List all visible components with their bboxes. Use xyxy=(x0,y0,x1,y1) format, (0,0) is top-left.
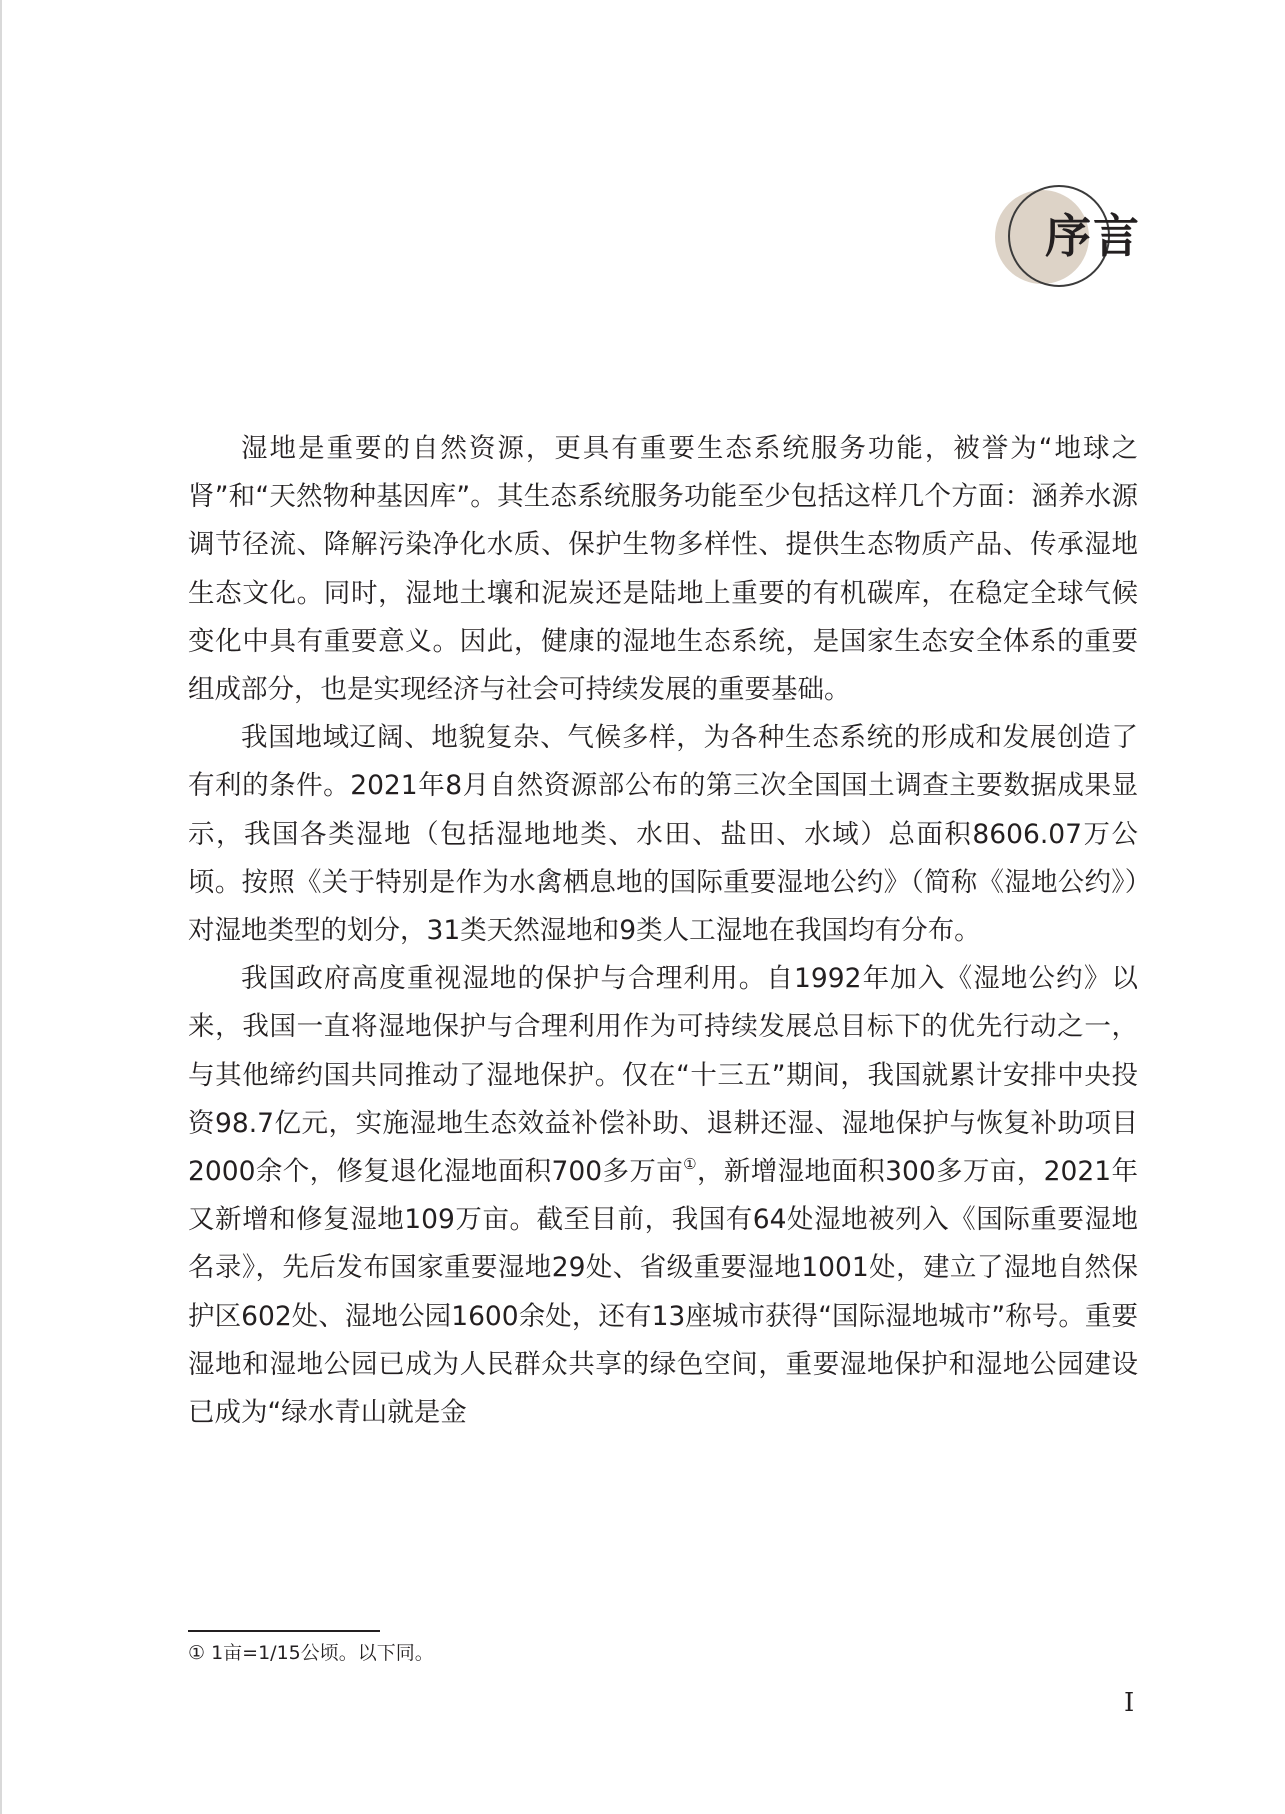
page-number: I xyxy=(1124,1688,1135,1718)
paragraph-3-text-before-note: 我国政府高度重视湿地的保护与合理利用。自1992年加入《湿地公约》以来，我国一直将湿地保护与合理利用作为可持续发展总目标下的优先行动之一，与其他缔约国共同推动了湿地保护。仅在“十三五”期间，我国就累计安排中央投资98.7亿元，实施湿地生态效益补偿补助、退耕还湿、湿地保护与恢复补助项目2000余个，修复退化湿地面积700多万亩 xyxy=(188,963,1138,1188)
section-heading xyxy=(985,182,1141,292)
footnote: ① 1亩=1/15公顷。以下同。 xyxy=(188,1642,434,1664)
paragraph-1: 湿地是重要的自然资源，更具有重要生态系统服务功能，被誉为“地球之肾”和“天然物种基因库”。其生态系统服务功能至少包括这样几个方面：涵养水源调节径流、降解污染净化水质、保护生物多样性、提供生态物质产品、传承湿地生态文化。同时，湿地土壤和泥炭还是陆地上重要的有机碳库，在稳定全球气候变化中具有重要意义。因此，健康的湿地生态系统，是国家生态安全体系的重要组成部分，也是实现经济与社会可持续发展的重要基础。 xyxy=(188,433,1138,706)
page-title: 序言 xyxy=(1045,209,1141,263)
paragraph-3 xyxy=(188,955,1138,1437)
paragraph-2: 我国地域辽阔、地貌复杂、气候多样，为各种生态系统的形成和发展创造了有利的条件。2021年8月自然资源部公布的第三次全国国土调查主要数据成果显示，我国各类湿地（包括湿地地类、水田、盐田、水域）总面积8606.07万公顷。按照《关于特别是作为水禽栖息地的国际重要湿地公约》（简称《湿地公约》）对湿地类型的划分，31类天然湿地和9类人工湿地在我国均有分布。 xyxy=(188,722,1138,947)
page-edge xyxy=(0,0,2,1814)
footnote-reference-mark: ① xyxy=(683,1155,697,1174)
paragraph-3-text-after-note: ，新增湿地面积300多万亩，2021年又新增和修复湿地109万亩。截至目前，我国有64处湿地被列入《国际重要湿地名录》，先后发布国家重要湿地29处、省级重要湿地1001处，建立了湿地自然保护区602处、湿地公园1600余处，还有13座城市获得“国际湿地城市”称号。重要湿地和湿地公园已成为人民群众共享的绿色空间，重要湿地保护和湿地公园建设已成为“绿水青山就是金 xyxy=(188,1156,1138,1429)
body-text xyxy=(188,425,1138,1437)
footnote-divider xyxy=(188,1630,380,1632)
